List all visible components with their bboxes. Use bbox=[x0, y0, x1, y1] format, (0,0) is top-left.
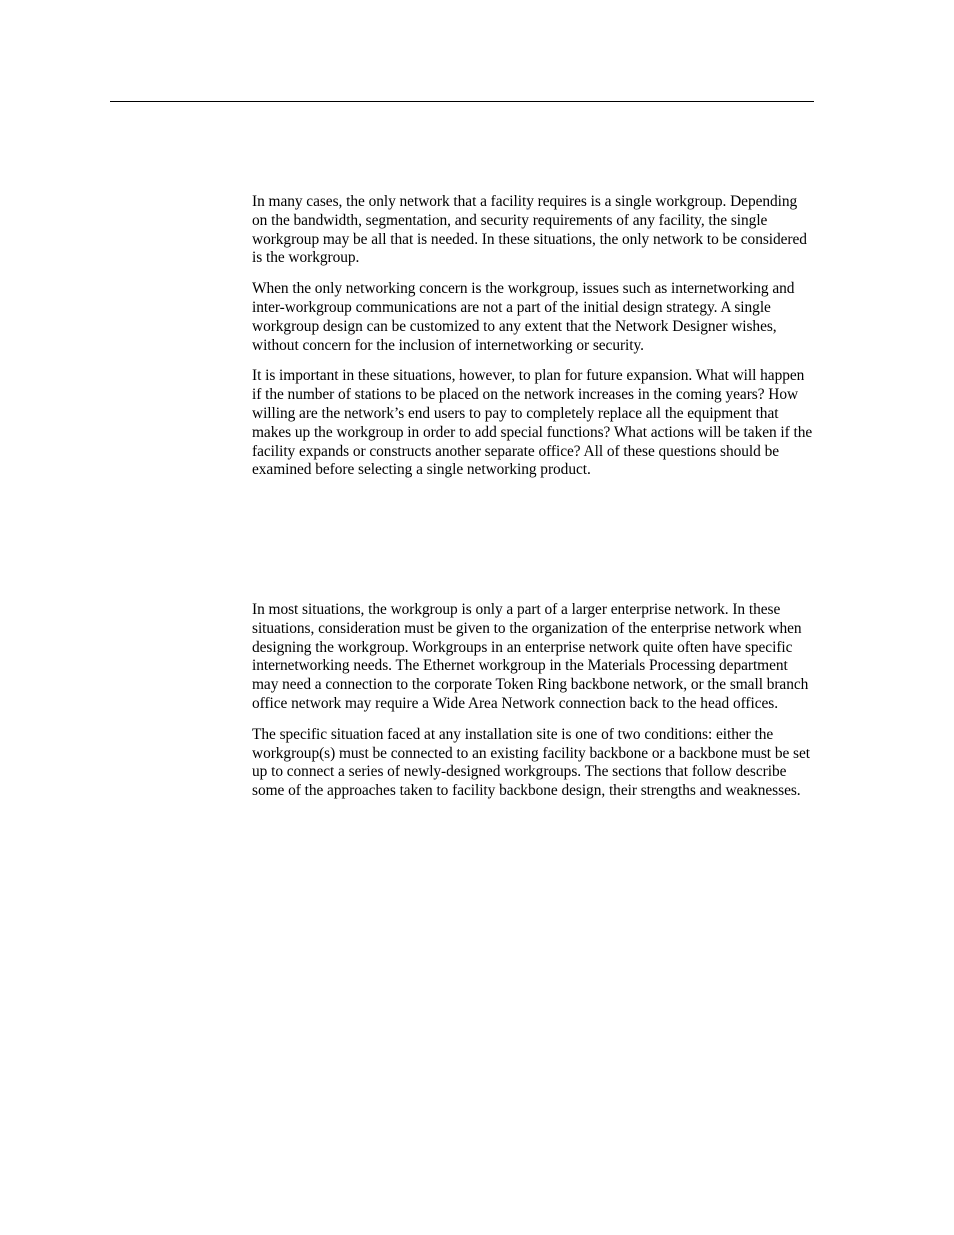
paragraph: In most situations, the workgroup is only a part of a larger enterprise network. In these situations, consideration must be given to the organization of the enterprise network when designing the workgroup. Workgroups in an enterprise network quite often have specific internetworking needs. The Ethernet workgroup in the Materials Processing department may need a connection to the corporate Token Ring backbone network, or the small branch office network may require a Wide Area Network connection back to the head offices. bbox=[252, 601, 809, 712]
paragraph: In many cases, the only network that a facility requires is a single workgroup. Depending on the bandwidth, segmentation, and security requirements of any facility, the single workgroup may be all that is needed. In these situations, the only network to be considered is the workgroup. bbox=[252, 193, 807, 267]
section-single-workgroup bbox=[252, 193, 814, 480]
paragraph: The specific situation faced at any installation site is one of two conditions: either the workgroup(s) must be connected to an existing facility backbone or a backbone must be set up to connect a series of newly-designed workgroups. The sections that follow describe some of the approaches taken to facility backbone design, their strengths and weaknesses. bbox=[252, 725, 811, 800]
paragraph: It is important in these situations, however, to plan for future expansion. What will happen if the number of stations to be placed on the network increases in the coming years? How willing are the network’s end users to pay to completely replace all the equipment that makes up the workgroup in order to add special functions? What actions will be taken if the facility expands or constructs another separate office? All of these questions should be examined before selecting a single networking product. bbox=[252, 367, 813, 479]
paragraph: When the only networking concern is the workgroup, issues such as internetworking and inter-workgroup communications are not a part of the initial design strategy. A single workgroup design can be customized to any extent that the Network Designer wishes, without concern for the inclusion of internetworking or security. bbox=[252, 280, 795, 354]
section-enterprise-network bbox=[252, 601, 814, 801]
header-rule bbox=[110, 101, 814, 102]
